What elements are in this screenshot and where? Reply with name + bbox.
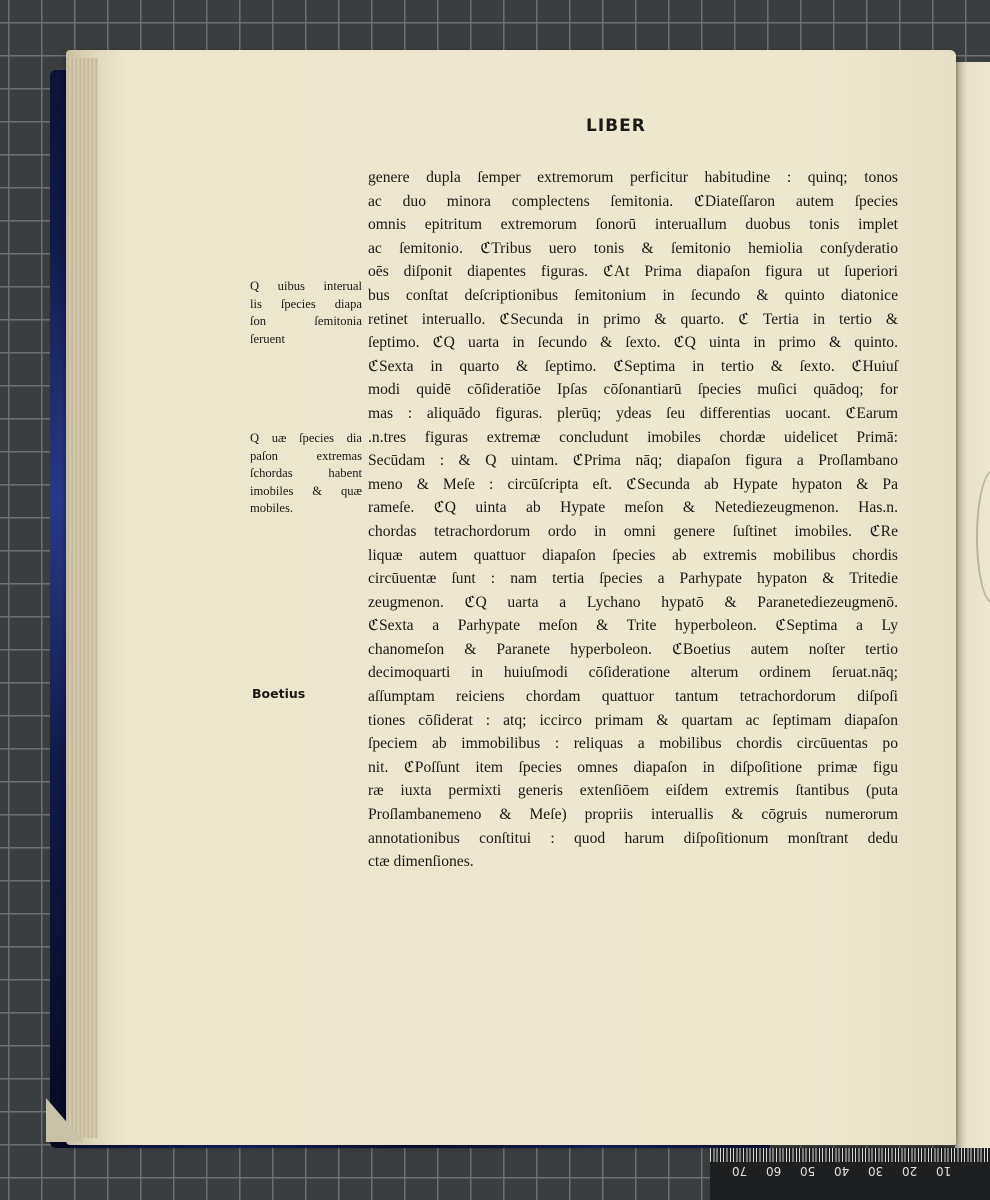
text-line: ſeptimo. ℭQ uarta in ſecundo & ſexto. ℭQ uinta in primo & quinto.	[368, 334, 898, 352]
ruler-ticks	[710, 1148, 990, 1162]
gloss-line: ſeruent	[250, 331, 285, 346]
text-line: liquæ autem quattuor diapaſon ſpecies ab extremis mobilibus chordis	[368, 546, 898, 564]
text-line: rameſe. ℭQ uinta ab Hypate meſon & Netediezeugmenon. Has.n.	[368, 499, 898, 517]
text-line: omnis epitritum extremorum ſonorū interuallum duobus tonis implet	[368, 216, 898, 234]
text-line: ℭSexta in quarto & ſeptimo. ℭSeptima in tertio & ſexto. ℭHuiuſ	[368, 357, 898, 375]
gloss-line: ſon ſemitonia	[250, 314, 362, 328]
text-line: ſpeciem ab immobilibus : reliquas a mobilibus chordis circūuentas po	[368, 735, 898, 753]
page-corner-fold	[46, 1098, 84, 1142]
text-line: decimoquarti in huiuſmodi cōſideratione alterum ordinem ſeruat.nāq;	[368, 664, 898, 682]
text-line: ctæ dimenſiones.	[368, 853, 474, 871]
text-line: retinet interuallo. ℭSecunda in primo & quarto. ℭ Tertia in tertio &	[368, 310, 898, 328]
text-line: Secūdam : & Q uintam. ℭPrima nāq; diapaſon figura a Proſlambano	[368, 452, 898, 470]
main-text-block	[368, 166, 898, 874]
text-line: nit. ℭPoſſunt item ſpecies omnes diapaſon in diſpoſitione primæ figu	[368, 758, 898, 776]
page-stack-edge	[68, 58, 98, 1138]
margin-gloss-extremes	[250, 430, 362, 518]
scale-ruler	[710, 1148, 990, 1200]
text-line: annotationibus conſtitui : quod harum diſpoſitionum monſtrant dedu	[368, 829, 898, 847]
text-line: ac duo minora complectens ſemitonia. ℭDiateſſaron autem ſpecies	[368, 192, 898, 210]
ruler-label: 20	[902, 1164, 918, 1178]
text-line: meno & Meſe : circūſcripta eſt. ℭSecunda ab Hypate hypaton & Pa	[368, 475, 898, 493]
text-line: aſſumptam reiciens chordam quattuor tantum tetrachordorum diſpoſi	[368, 688, 898, 706]
ruler-label: 10	[936, 1164, 952, 1178]
ruler-label: 30	[868, 1164, 884, 1178]
ruler-label: 70	[732, 1164, 748, 1178]
gloss-line: Q uæ ſpecies dia	[250, 431, 362, 445]
text-line: ℭSexta a Parhypate meſon & Trite hyperboleon. ℭSeptima a Ly	[368, 617, 898, 635]
facing-page-edge	[955, 62, 990, 1150]
gloss-line: paſon extremas	[250, 448, 362, 463]
ruler-label: 60	[766, 1164, 782, 1178]
text-line: bus conſtat deſcriptionibus ſemitonium in ſecundo & quinto diatonice	[368, 286, 898, 304]
text-line: tiones cōſiderat : atq; iccirco primam & quartam ac ſeptimam diapaſon	[368, 711, 898, 729]
text-line: genere dupla ſemper extremorum perficitur habitudine : quinq; tonos	[368, 169, 898, 186]
text-line: modi quidē cōſideratiōe Ipſas cōſonantiarū ſpecies muſici quādoq; for	[368, 381, 898, 399]
text-line: chordas tetrachordorum ordo in omni genere ſuſtinet imobiles. ℭRe	[368, 522, 898, 540]
text-line: mas : aliquādo figuras. plerūq; ydeas ſeu differentias uocant. ℭEarum	[368, 404, 898, 422]
text-line: ac ſemitonio. ℭTribus uero tonis & ſemitonio hemiolia conſyderatio	[368, 239, 898, 257]
text-line: ræ iuxta permixti generis extenſiōem eiſdem extremis ſtantibus (puta	[368, 782, 898, 800]
gloss-line: lis ſpecies diapa	[250, 296, 362, 311]
margin-gloss-boetius: Boetius	[252, 686, 306, 701]
gloss-line: mobiles.	[250, 501, 294, 515]
text-line: chanomeſon & Paranete hyperboleon. ℭBoetius autem noſter tertio	[368, 640, 898, 658]
text-line: oēs diſponit diapentes figuras. ℭAt Prima diapaſon figura ut ſuperiori	[368, 263, 898, 281]
text-line: Proſlambanemeno & Meſe) propriis interuallis & cōgruis numerorum	[368, 806, 898, 824]
text-line: circūuentæ ſunt : nam tertia ſpecies a Parhypate hypaton & Tritedie	[368, 570, 898, 588]
text-line: .n.tres figuras extremæ concludunt imobiles chordæ uidelicet Primā:	[368, 428, 898, 446]
ruler-label: 40	[834, 1164, 850, 1178]
margin-gloss-intervals	[250, 278, 362, 348]
running-head: LIBER	[586, 116, 646, 136]
gloss-line: ſchordas habent	[250, 466, 362, 480]
gloss-line: Q uibus interual	[250, 279, 362, 293]
gloss-line: imobiles & quæ	[250, 483, 362, 498]
text-line: zeugmenon. ℭQ uarta a Lychano hypatō & Paranetediezeugmenō.	[368, 593, 898, 611]
ruler-label: 50	[800, 1164, 816, 1178]
